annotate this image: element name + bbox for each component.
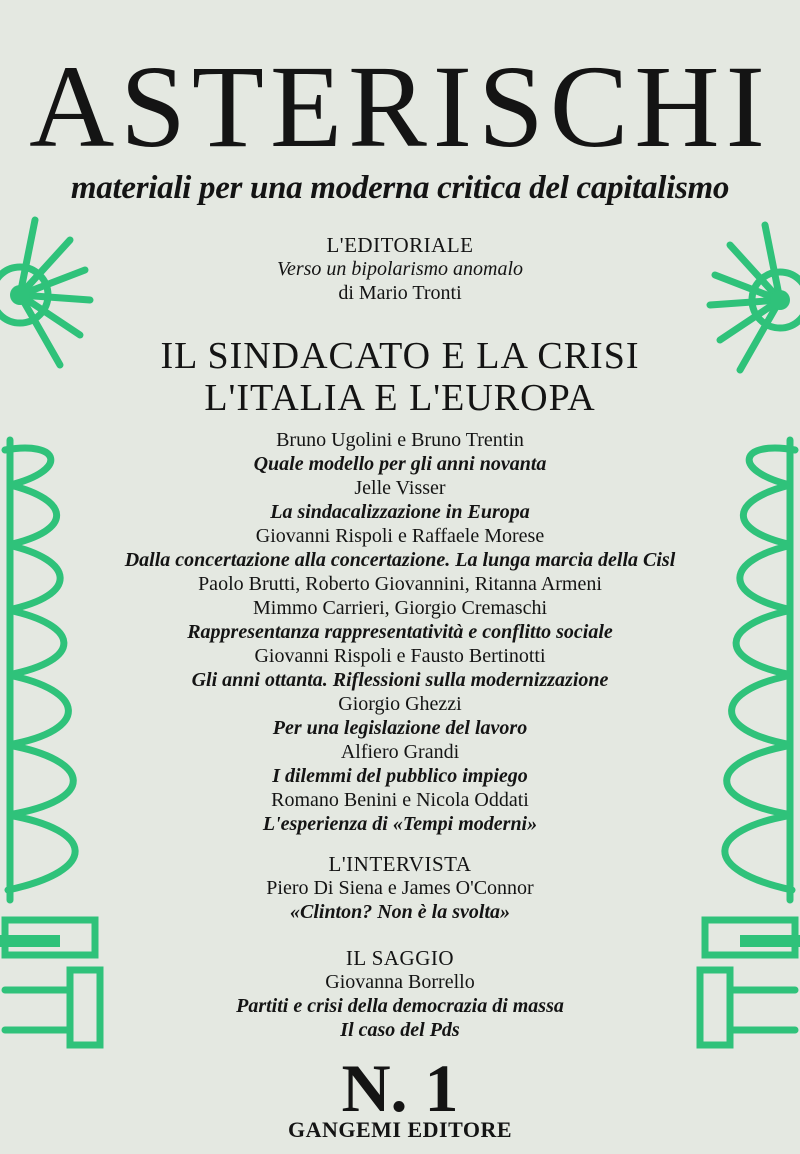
editorial-block bbox=[100, 233, 700, 305]
article-title: Dalla concertazione alla concertazione. La lunga marcia della Cisl bbox=[124, 549, 676, 571]
essay-subtitle: Il caso del Pds bbox=[340, 1019, 460, 1041]
article-author: Giorgio Ghezzi bbox=[338, 693, 462, 715]
article-author: Mimmo Carrieri, Giorgio Cremaschi bbox=[252, 597, 548, 619]
article-author: Paolo Brutti, Roberto Giovannini, Ritanna Armeni bbox=[198, 573, 602, 595]
article-author: Jelle Visser bbox=[354, 477, 446, 499]
essay-block bbox=[100, 946, 700, 1042]
article-author: Bruno Ugolini e Bruno Trentin bbox=[276, 429, 524, 451]
article-title: I dilemmi del pubblico impiego bbox=[272, 765, 528, 787]
dossier-headline bbox=[60, 335, 740, 419]
editorial-author: di Mario Tronti bbox=[338, 282, 462, 304]
essay-title: Partiti e crisi della democrazia di massa bbox=[236, 995, 564, 1017]
interview-section-label: L'INTERVISTA bbox=[328, 852, 472, 876]
interview-author: Piero Di Siena e James O'Connor bbox=[266, 877, 534, 899]
interview-title: «Clinton? Non è la svolta» bbox=[289, 901, 511, 923]
issue-number: N. 1 bbox=[341, 1050, 459, 1126]
article-author: Alfiero Grandi bbox=[340, 741, 460, 763]
article-author: Giovanni Rispoli e Raffaele Morese bbox=[255, 525, 545, 547]
interview-block bbox=[100, 852, 700, 924]
article-title: La sindacalizzazione in Europa bbox=[270, 501, 530, 523]
article-title: Gli anni ottanta. Riflessioni sulla modernizzazione bbox=[191, 669, 609, 691]
dossier-headline-line-1: IL SINDACATO E LA CRISI bbox=[160, 335, 640, 377]
article-author: Giovanni Rispoli e Fausto Bertinotti bbox=[254, 645, 546, 667]
publisher-name: GANGEMI EDITORE bbox=[287, 1117, 513, 1142]
dossier-article-list bbox=[60, 428, 740, 836]
dossier-headline-line-2: L'ITALIA E L'EUROPA bbox=[204, 377, 596, 419]
magazine-title: ASTERISCHI bbox=[29, 41, 771, 172]
article-author: Romano Benini e Nicola Oddati bbox=[271, 789, 529, 811]
essay-section-label: IL SAGGIO bbox=[345, 946, 455, 970]
article-title: Rappresentanza rappresentatività e conflitto sociale bbox=[187, 621, 613, 643]
magazine-subtitle: materiali per una moderna critica del capitalismo bbox=[70, 170, 730, 206]
editorial-title: Verso un bipolarismo anomalo bbox=[276, 258, 524, 280]
essay-author: Giovanna Borrello bbox=[325, 971, 475, 993]
editorial-section-label: L'EDITORIALE bbox=[326, 233, 474, 257]
article-title: Per una legislazione del lavoro bbox=[272, 717, 528, 739]
article-title: Quale modello per gli anni novanta bbox=[253, 453, 547, 475]
article-title: L'esperienza di «Tempi moderni» bbox=[262, 813, 538, 835]
